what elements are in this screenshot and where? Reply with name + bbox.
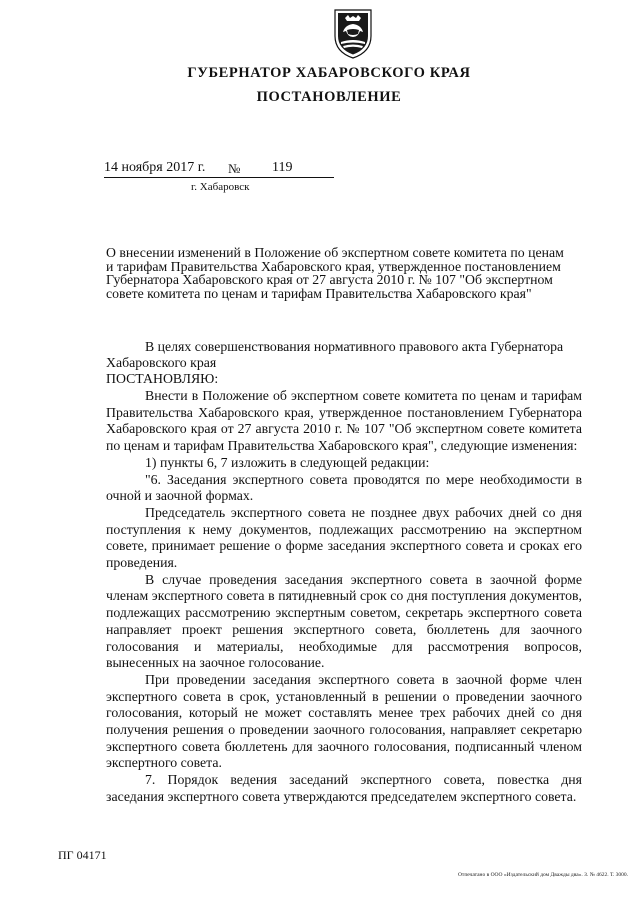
subject-line: и тарифам Правительства Хабаровского края, утвержденное постановлением bbox=[106, 258, 561, 274]
governor-title: ГУБЕРНАТОР ХАБАРОВСКОГО КРАЯ bbox=[187, 65, 471, 81]
paragraph: Внести в Положение об экспертном совете комитета по ценам и тарифам Правительства Хабаровского края, утвержденное постановлением Губернатора Хабаровского края от 27 августа 2010 г. № 107 "Об экспертном совете комитета по ценам и тарифам Правительства Хабаровского края", следующие изменения: bbox=[106, 388, 582, 454]
document-number: 119 bbox=[272, 160, 293, 175]
form-code: ПГ 04171 bbox=[58, 848, 107, 862]
number-label: № bbox=[228, 161, 241, 176]
subject-line: О внесении изменений в Положение об экспертном совете комитета по ценам bbox=[106, 245, 564, 260]
printer-imprint: Отпечатано в ООО «Издательский дом Дважды два». З. № 4622. Т. 3000. bbox=[457, 872, 628, 878]
paragraph: 7. Порядок ведения заседаний экспертного совета, повестка дня заседания экспертного совета утверждаются председателем экспертного совета. bbox=[106, 772, 582, 804]
subject-line: Губернатора Хабаровского края от 27 августа 2010 г. № 107 "Об экспертном bbox=[106, 272, 553, 287]
subject-line: совете комитета по ценам и тарифам Правительства Хабаровского края" bbox=[106, 285, 532, 301]
document-type: ПОСТАНОВЛЕНИЕ bbox=[256, 89, 402, 105]
document-date: 14 ноября 2017 г. bbox=[104, 160, 206, 175]
date-underline bbox=[104, 177, 334, 178]
decree-word: ПОСТАНОВЛЯЮ: bbox=[106, 371, 219, 386]
document-body bbox=[106, 388, 582, 806]
paragraph: "6. Заседания экспертного совета проводятся по мере необходимости в очной и заочной формах. bbox=[106, 471, 582, 504]
paragraph: При проведении заседания экспертного совета в заочной форме член экспертного совета в срок, установленный в решении о проведении заочного голосования, который не может составлять менее трех рабочих дней со дня получения решения о проведении заочного голосования, направляет секретарю экспертного совета бюллетень для заочного голосования, подписанный членом экспертного совета. bbox=[106, 671, 582, 771]
coat-of-arms-emblem bbox=[331, 6, 375, 60]
document-subject bbox=[106, 246, 582, 300]
paragraph: 1) пункты 6, 7 изложить в следующей редакции: bbox=[145, 454, 430, 470]
preamble-text: В целях совершенствования нормативного правового акта Губернатора Хабаровского края bbox=[106, 339, 564, 370]
preamble bbox=[106, 339, 586, 387]
paragraph: В случае проведения заседания экспертного совета в заочной форме членам экспертного совета в пятидневный срок со дня поступления документов, подлежащих рассмотрению экспертным советом, секретарь экспертного совета направляет проект решения экспертного совета, бюллетень для заочного голосования и материалы, необходимые для рассмотрения вопросов, вынесенных на заочное голосование. bbox=[106, 571, 582, 671]
paragraph: Председатель экспертного совета не позднее двух рабочих дней со дня поступления к нему документов, подлежащих рассмотрению на экспертном совете, принимает решение о форме заседания экспертного совета и сроках его проведения. bbox=[106, 504, 582, 571]
city-name: г. Хабаровск bbox=[191, 181, 250, 193]
